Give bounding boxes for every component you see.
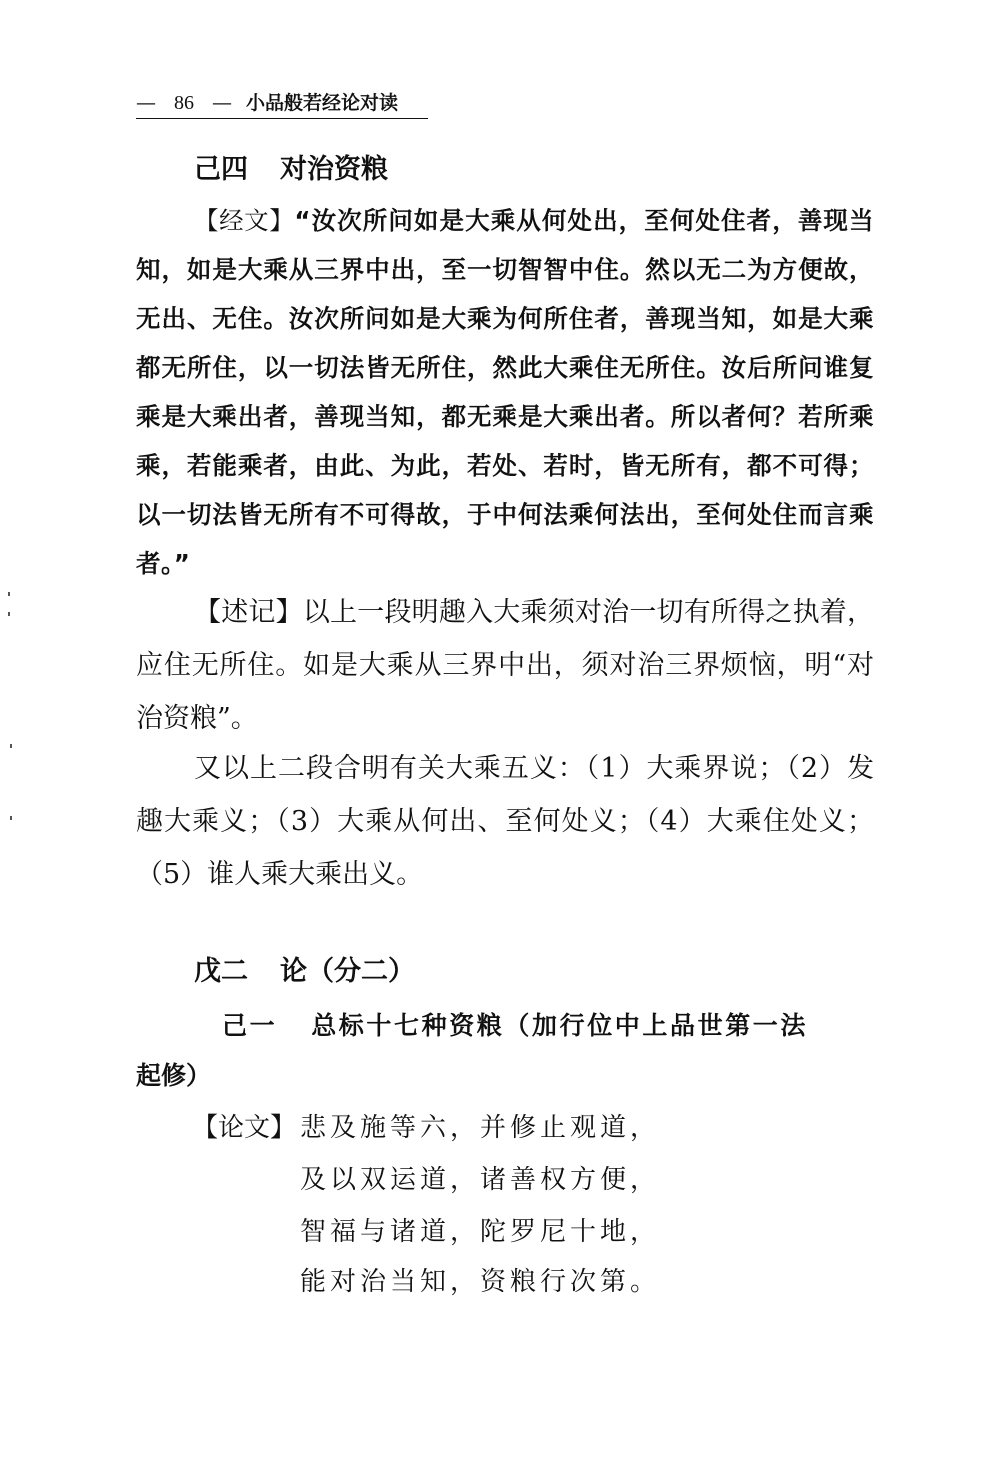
commentary-paragraph-1 bbox=[136, 586, 874, 745]
page-number: 86 bbox=[174, 92, 194, 114]
commentary-text-2: 又以上二段合明有关大乘五义：（1）大乘界说；（2）发趣大乘义；（3）大乘从何出、至何处义；（4）大乘住处义；（5）谁人乘大乘出义。 bbox=[136, 753, 874, 890]
commentary-text-1: 以上一段明趣入大乘须对治一切有所得之执着，应住无所住。如是大乘从三界中出，须对治三界烦恼，明“对治资粮”。 bbox=[136, 597, 875, 734]
section-heading-zongbiao-cont bbox=[136, 1056, 211, 1096]
section-heading-title: 对治资粮 bbox=[280, 154, 388, 185]
running-header bbox=[136, 88, 428, 119]
section-heading-zongbiao bbox=[222, 1006, 808, 1046]
verse-line: 及以双运道，诸善权方便， bbox=[300, 1165, 661, 1195]
section-heading-code: 己一 bbox=[222, 1011, 278, 1040]
section-heading-title-line2: 起修） bbox=[136, 1061, 212, 1090]
sutra-text: “汝次所问如是大乘从何处出，至何处住者，善现当知，如是大乘从三界中出，至一切智智中住。然以无二为方便故，无出、无住。汝次所问如是大乘为何所住者，善现当知，如是大乘都无所住，以一切法皆无所住，然此大乘住无所住。汝后所问谁复乘是大乘出者，善现当知，都无乘是大乘出者。所以者何？若所乘乘，若能乘者，由此、为此，若处、若时，皆无所有，都不可得；以一切法皆无所有不可得故，于中何法乘何法出，至何处住而言乘者。” bbox=[136, 206, 874, 578]
header-dash-left: — bbox=[136, 90, 156, 114]
sutra-tag: 【经文】 bbox=[194, 206, 295, 235]
commentary-tag: 【述记】 bbox=[194, 597, 303, 628]
scan-speck bbox=[8, 592, 10, 596]
section-heading-code: 戊二 bbox=[194, 956, 248, 987]
sutra-paragraph bbox=[136, 196, 874, 588]
section-heading-title: 论（分二） bbox=[280, 956, 415, 987]
verse-tag: 【论文】 bbox=[192, 1113, 297, 1143]
section-heading-code: 己四 bbox=[194, 154, 248, 185]
section-heading-title-line1: 总标十七种资粮（加行位中上品世第一法 bbox=[311, 1011, 809, 1040]
header-dash-right: — bbox=[212, 90, 232, 114]
verse-line: 智福与诸道，陀罗尼十地， bbox=[300, 1217, 661, 1247]
scan-speck bbox=[10, 744, 12, 748]
scan-speck bbox=[10, 816, 12, 820]
verse-line: 能对治当知，资粮行次第。 bbox=[300, 1267, 661, 1297]
verse-line: 悲及施等六，并修止观道， bbox=[300, 1113, 661, 1143]
commentary-paragraph-2 bbox=[136, 742, 874, 901]
scan-speck bbox=[8, 612, 10, 616]
section-heading-duizhi bbox=[194, 150, 388, 190]
book-title: 小品般若经论对读 bbox=[246, 92, 399, 114]
section-heading-lun bbox=[194, 952, 415, 992]
